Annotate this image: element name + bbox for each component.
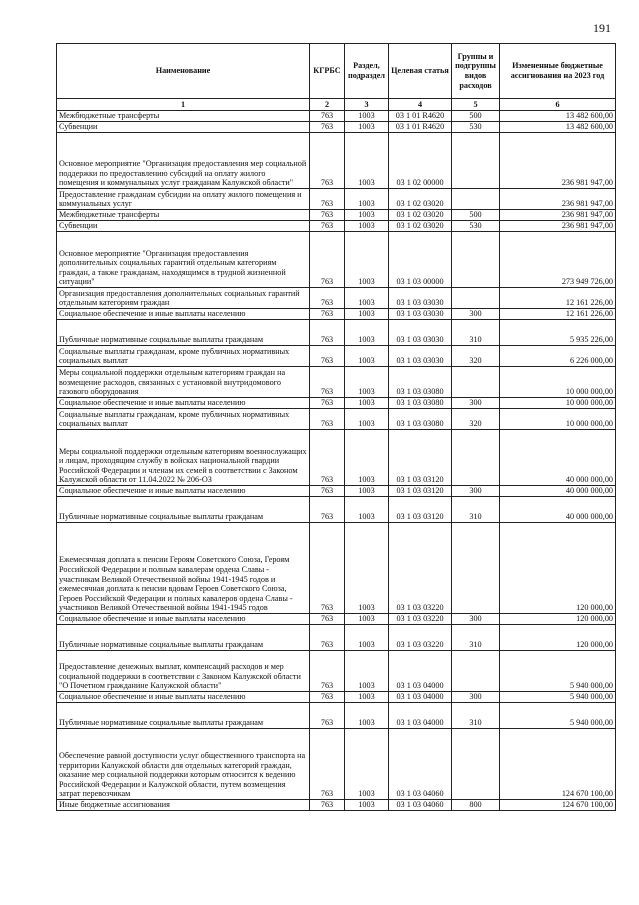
row-section: 1003 bbox=[345, 409, 389, 430]
row-amount: 40 000 000,00 bbox=[500, 430, 616, 486]
table-row bbox=[57, 133, 616, 189]
row-expense-group: 300 bbox=[452, 398, 500, 409]
table-row bbox=[57, 430, 616, 486]
table-row bbox=[57, 111, 616, 122]
row-expense-group: 300 bbox=[452, 614, 500, 625]
table-row bbox=[57, 409, 616, 430]
row-expense-group: 310 bbox=[452, 497, 500, 523]
row-kgrbs: 763 bbox=[310, 651, 345, 692]
table-row bbox=[57, 320, 616, 346]
row-kgrbs: 763 bbox=[310, 523, 345, 614]
row-kgrbs: 763 bbox=[310, 703, 345, 729]
row-target-code: 03 1 03 04000 bbox=[389, 692, 452, 703]
row-section: 1003 bbox=[345, 800, 389, 811]
column-number: 5 bbox=[452, 99, 500, 111]
row-target-code: 03 1 03 03080 bbox=[389, 409, 452, 430]
row-amount: 124 670 100,00 bbox=[500, 729, 616, 800]
row-kgrbs: 763 bbox=[310, 614, 345, 625]
table-row bbox=[57, 614, 616, 625]
row-expense-group: 530 bbox=[452, 122, 500, 133]
row-section: 1003 bbox=[345, 288, 389, 309]
row-amount: 12 161 226,00 bbox=[500, 288, 616, 309]
row-kgrbs: 763 bbox=[310, 729, 345, 800]
row-amount: 120 000,00 bbox=[500, 614, 616, 625]
row-target-code: 03 1 01 R4620 bbox=[389, 111, 452, 122]
row-kgrbs: 763 bbox=[310, 346, 345, 367]
row-name: Социальные выплаты гражданам, кроме публичных нормативных социальных выплат bbox=[57, 346, 310, 367]
row-section: 1003 bbox=[345, 309, 389, 320]
row-amount: 13 482 600,00 bbox=[500, 111, 616, 122]
row-section: 1003 bbox=[345, 232, 389, 288]
row-name: Субвенции bbox=[57, 221, 310, 232]
row-name: Социальное обеспечение и иные выплаты населению bbox=[57, 692, 310, 703]
header-kgrbs: КГРБС bbox=[310, 44, 345, 99]
table-row bbox=[57, 651, 616, 692]
row-target-code: 03 1 03 03120 bbox=[389, 497, 452, 523]
row-amount: 13 482 600,00 bbox=[500, 122, 616, 133]
row-name: Иные бюджетные ассигнования bbox=[57, 800, 310, 811]
table-row bbox=[57, 189, 616, 210]
table-row bbox=[57, 625, 616, 651]
row-expense-group: 800 bbox=[452, 800, 500, 811]
row-expense-group: 300 bbox=[452, 692, 500, 703]
table-row bbox=[57, 346, 616, 367]
row-kgrbs: 763 bbox=[310, 486, 345, 497]
row-kgrbs: 763 bbox=[310, 309, 345, 320]
row-amount: 40 000 000,00 bbox=[500, 497, 616, 523]
row-section: 1003 bbox=[345, 486, 389, 497]
row-target-code: 03 1 02 03020 bbox=[389, 210, 452, 221]
table-row bbox=[57, 692, 616, 703]
row-target-code: 03 1 03 03120 bbox=[389, 486, 452, 497]
table-row bbox=[57, 523, 616, 614]
row-expense-group bbox=[452, 133, 500, 189]
header-groups: Группы и подгруппы видов расходов bbox=[452, 44, 500, 99]
row-expense-group bbox=[452, 189, 500, 210]
row-expense-group: 500 bbox=[452, 210, 500, 221]
row-name: Меры социальной поддержки отдельным категориям военнослужащих и лицам, проходящим службу в войсках национальной гвардии Российской Федерации и членам их семей в соответствии с Законом Калужской области от 11.04.2022 № 206-ОЗ bbox=[57, 430, 310, 486]
row-expense-group: 500 bbox=[452, 111, 500, 122]
row-name: Меры социальной поддержки отдельным категориям граждан на возмещение расходов, связанных с установкой внутридомового газового оборудования bbox=[57, 367, 310, 398]
row-amount: 236 981 947,00 bbox=[500, 189, 616, 210]
row-expense-group: 530 bbox=[452, 221, 500, 232]
row-amount: 5 940 000,00 bbox=[500, 703, 616, 729]
row-target-code: 03 1 03 03030 bbox=[389, 346, 452, 367]
row-expense-group bbox=[452, 288, 500, 309]
column-number: 6 bbox=[500, 99, 616, 111]
row-expense-group bbox=[452, 232, 500, 288]
row-amount: 120 000,00 bbox=[500, 523, 616, 614]
row-target-code: 03 1 03 04000 bbox=[389, 651, 452, 692]
row-name: Публичные нормативные социальные выплаты гражданам bbox=[57, 320, 310, 346]
row-name: Публичные нормативные социальные выплаты гражданам bbox=[57, 703, 310, 729]
row-amount: 5 935 226,00 bbox=[500, 320, 616, 346]
row-section: 1003 bbox=[345, 367, 389, 398]
row-section: 1003 bbox=[345, 625, 389, 651]
row-amount: 40 000 000,00 bbox=[500, 486, 616, 497]
row-name: Социальное обеспечение и иные выплаты населению bbox=[57, 309, 310, 320]
row-expense-group: 310 bbox=[452, 320, 500, 346]
table-row bbox=[57, 800, 616, 811]
row-expense-group: 310 bbox=[452, 625, 500, 651]
budget-table bbox=[56, 43, 616, 811]
table-row bbox=[57, 232, 616, 288]
row-kgrbs: 763 bbox=[310, 111, 345, 122]
row-name: Организация предоставления дополнительных социальных гарантий отдельным категориям граждан bbox=[57, 288, 310, 309]
row-kgrbs: 763 bbox=[310, 497, 345, 523]
table-row bbox=[57, 729, 616, 800]
row-section: 1003 bbox=[345, 614, 389, 625]
row-section: 1003 bbox=[345, 122, 389, 133]
row-target-code: 03 1 03 04060 bbox=[389, 729, 452, 800]
table-row bbox=[57, 486, 616, 497]
row-target-code: 03 1 03 00000 bbox=[389, 232, 452, 288]
column-number: 4 bbox=[389, 99, 452, 111]
row-name: Публичные нормативные социальные выплаты гражданам bbox=[57, 625, 310, 651]
table-row bbox=[57, 703, 616, 729]
row-amount: 236 981 947,00 bbox=[500, 210, 616, 221]
row-kgrbs: 763 bbox=[310, 133, 345, 189]
row-expense-group: 320 bbox=[452, 409, 500, 430]
row-target-code: 03 1 01 R4620 bbox=[389, 122, 452, 133]
row-target-code: 03 1 02 03020 bbox=[389, 189, 452, 210]
row-kgrbs: 763 bbox=[310, 398, 345, 409]
row-kgrbs: 763 bbox=[310, 189, 345, 210]
row-section: 1003 bbox=[345, 346, 389, 367]
row-section: 1003 bbox=[345, 651, 389, 692]
row-name: Социальное обеспечение и иные выплаты населению bbox=[57, 614, 310, 625]
row-kgrbs: 763 bbox=[310, 221, 345, 232]
row-name: Межбюджетные трансферты bbox=[57, 210, 310, 221]
row-target-code: 03 1 03 03220 bbox=[389, 625, 452, 651]
row-amount: 5 940 000,00 bbox=[500, 692, 616, 703]
row-kgrbs: 763 bbox=[310, 210, 345, 221]
row-target-code: 03 1 03 04060 bbox=[389, 800, 452, 811]
row-expense-group: 300 bbox=[452, 309, 500, 320]
header-amount: Измененные бюджетные ассигнования на 2023 год bbox=[500, 44, 616, 99]
row-target-code: 03 1 03 03030 bbox=[389, 288, 452, 309]
row-kgrbs: 763 bbox=[310, 232, 345, 288]
row-target-code: 03 1 02 03020 bbox=[389, 221, 452, 232]
row-target-code: 03 1 03 04000 bbox=[389, 703, 452, 729]
row-kgrbs: 763 bbox=[310, 409, 345, 430]
row-section: 1003 bbox=[345, 210, 389, 221]
header-target: Целевая статья bbox=[389, 44, 452, 99]
table-row bbox=[57, 367, 616, 398]
row-section: 1003 bbox=[345, 221, 389, 232]
row-kgrbs: 763 bbox=[310, 430, 345, 486]
row-amount: 5 940 000,00 bbox=[500, 651, 616, 692]
row-section: 1003 bbox=[345, 729, 389, 800]
table-row bbox=[57, 210, 616, 221]
row-target-code: 03 1 03 03080 bbox=[389, 367, 452, 398]
row-expense-group bbox=[452, 430, 500, 486]
row-target-code: 03 1 03 03220 bbox=[389, 523, 452, 614]
table-row bbox=[57, 309, 616, 320]
row-target-code: 03 1 03 03030 bbox=[389, 309, 452, 320]
row-name: Социальное обеспечение и иные выплаты населению bbox=[57, 486, 310, 497]
row-section: 1003 bbox=[345, 692, 389, 703]
table-row bbox=[57, 288, 616, 309]
row-name: Ежемесячная доплата к пенсии Героям Советского Союза, Героям Российской Федерации и полным кавалерам ордена Славы - участникам Великой Отечественной войны 1941-1945 годов и ежемесячная доплата к пенсии вдовам Героев Советского Союза, Героев Российской Федерации и полных кавалеров ордена Славы - участников Великой Отечественной войны 1941-1945 годов bbox=[57, 523, 310, 614]
row-kgrbs: 763 bbox=[310, 800, 345, 811]
header-row bbox=[57, 44, 616, 99]
row-section: 1003 bbox=[345, 189, 389, 210]
row-kgrbs: 763 bbox=[310, 122, 345, 133]
row-amount: 10 000 000,00 bbox=[500, 367, 616, 398]
row-name: Обеспечение равной доступности услуг общественного транспорта на территории Калужской области для отдельных категорий граждан, оказание мер социальной поддержки которым относится к ведению Российской Федерации и Калужской области, путем возмещения затрат перевозчикам bbox=[57, 729, 310, 800]
row-amount: 236 981 947,00 bbox=[500, 133, 616, 189]
row-name: Социальное обеспечение и иные выплаты населению bbox=[57, 398, 310, 409]
row-name: Социальные выплаты гражданам, кроме публичных нормативных социальных выплат bbox=[57, 409, 310, 430]
row-kgrbs: 763 bbox=[310, 625, 345, 651]
row-section: 1003 bbox=[345, 320, 389, 346]
row-kgrbs: 763 bbox=[310, 367, 345, 398]
header-section: Раздел, подраздел bbox=[345, 44, 389, 99]
column-number: 1 bbox=[57, 99, 310, 111]
row-section: 1003 bbox=[345, 430, 389, 486]
row-kgrbs: 763 bbox=[310, 288, 345, 309]
row-expense-group: 310 bbox=[452, 703, 500, 729]
row-name: Публичные нормативные социальные выплаты гражданам bbox=[57, 497, 310, 523]
row-amount: 273 949 726,00 bbox=[500, 232, 616, 288]
row-name: Предоставление гражданам субсидии на оплату жилого помещения и коммунальных услуг bbox=[57, 189, 310, 210]
row-name: Предоставление денежных выплат, компенсаций расходов и мер социальной поддержки в соответствии с Законом Калужской области "О Почетном гражданине Калужской области" bbox=[57, 651, 310, 692]
row-target-code: 03 1 03 03120 bbox=[389, 430, 452, 486]
column-number: 2 bbox=[310, 99, 345, 111]
row-section: 1003 bbox=[345, 497, 389, 523]
table-row bbox=[57, 398, 616, 409]
row-name: Основное мероприятие "Организация предоставления мер социальной поддержки по предоставлению субсидий на оплату жилого помещения и коммунальных услуг гражданам Калужской области" bbox=[57, 133, 310, 189]
row-kgrbs: 763 bbox=[310, 320, 345, 346]
row-expense-group bbox=[452, 729, 500, 800]
row-expense-group bbox=[452, 651, 500, 692]
header-name: Наименование bbox=[57, 44, 310, 99]
row-target-code: 03 1 02 00000 bbox=[389, 133, 452, 189]
row-section: 1003 bbox=[345, 133, 389, 189]
row-amount: 120 000,00 bbox=[500, 625, 616, 651]
row-name: Субвенции bbox=[57, 122, 310, 133]
page-number: 191 bbox=[593, 21, 611, 35]
row-amount: 6 226 000,00 bbox=[500, 346, 616, 367]
row-amount: 124 670 100,00 bbox=[500, 800, 616, 811]
row-expense-group bbox=[452, 523, 500, 614]
row-target-code: 03 1 03 03220 bbox=[389, 614, 452, 625]
table-row bbox=[57, 497, 616, 523]
row-amount: 12 161 226,00 bbox=[500, 309, 616, 320]
row-amount: 236 981 947,00 bbox=[500, 221, 616, 232]
row-expense-group: 300 bbox=[452, 486, 500, 497]
row-section: 1003 bbox=[345, 111, 389, 122]
column-number-row bbox=[57, 99, 616, 111]
column-number: 3 bbox=[345, 99, 389, 111]
table-row bbox=[57, 122, 616, 133]
row-section: 1003 bbox=[345, 703, 389, 729]
row-name: Межбюджетные трансферты bbox=[57, 111, 310, 122]
row-expense-group: 320 bbox=[452, 346, 500, 367]
row-expense-group bbox=[452, 367, 500, 398]
row-target-code: 03 1 03 03080 bbox=[389, 398, 452, 409]
row-amount: 10 000 000,00 bbox=[500, 398, 616, 409]
row-name: Основное мероприятие "Организация предоставления дополнительных социальных гарантий отдельным категориям граждан, а также гражданам, находящимся в трудной жизненной ситуации" bbox=[57, 232, 310, 288]
row-kgrbs: 763 bbox=[310, 692, 345, 703]
row-section: 1003 bbox=[345, 398, 389, 409]
row-target-code: 03 1 03 03030 bbox=[389, 320, 452, 346]
table-row bbox=[57, 221, 616, 232]
row-amount: 10 000 000,00 bbox=[500, 409, 616, 430]
row-section: 1003 bbox=[345, 523, 389, 614]
